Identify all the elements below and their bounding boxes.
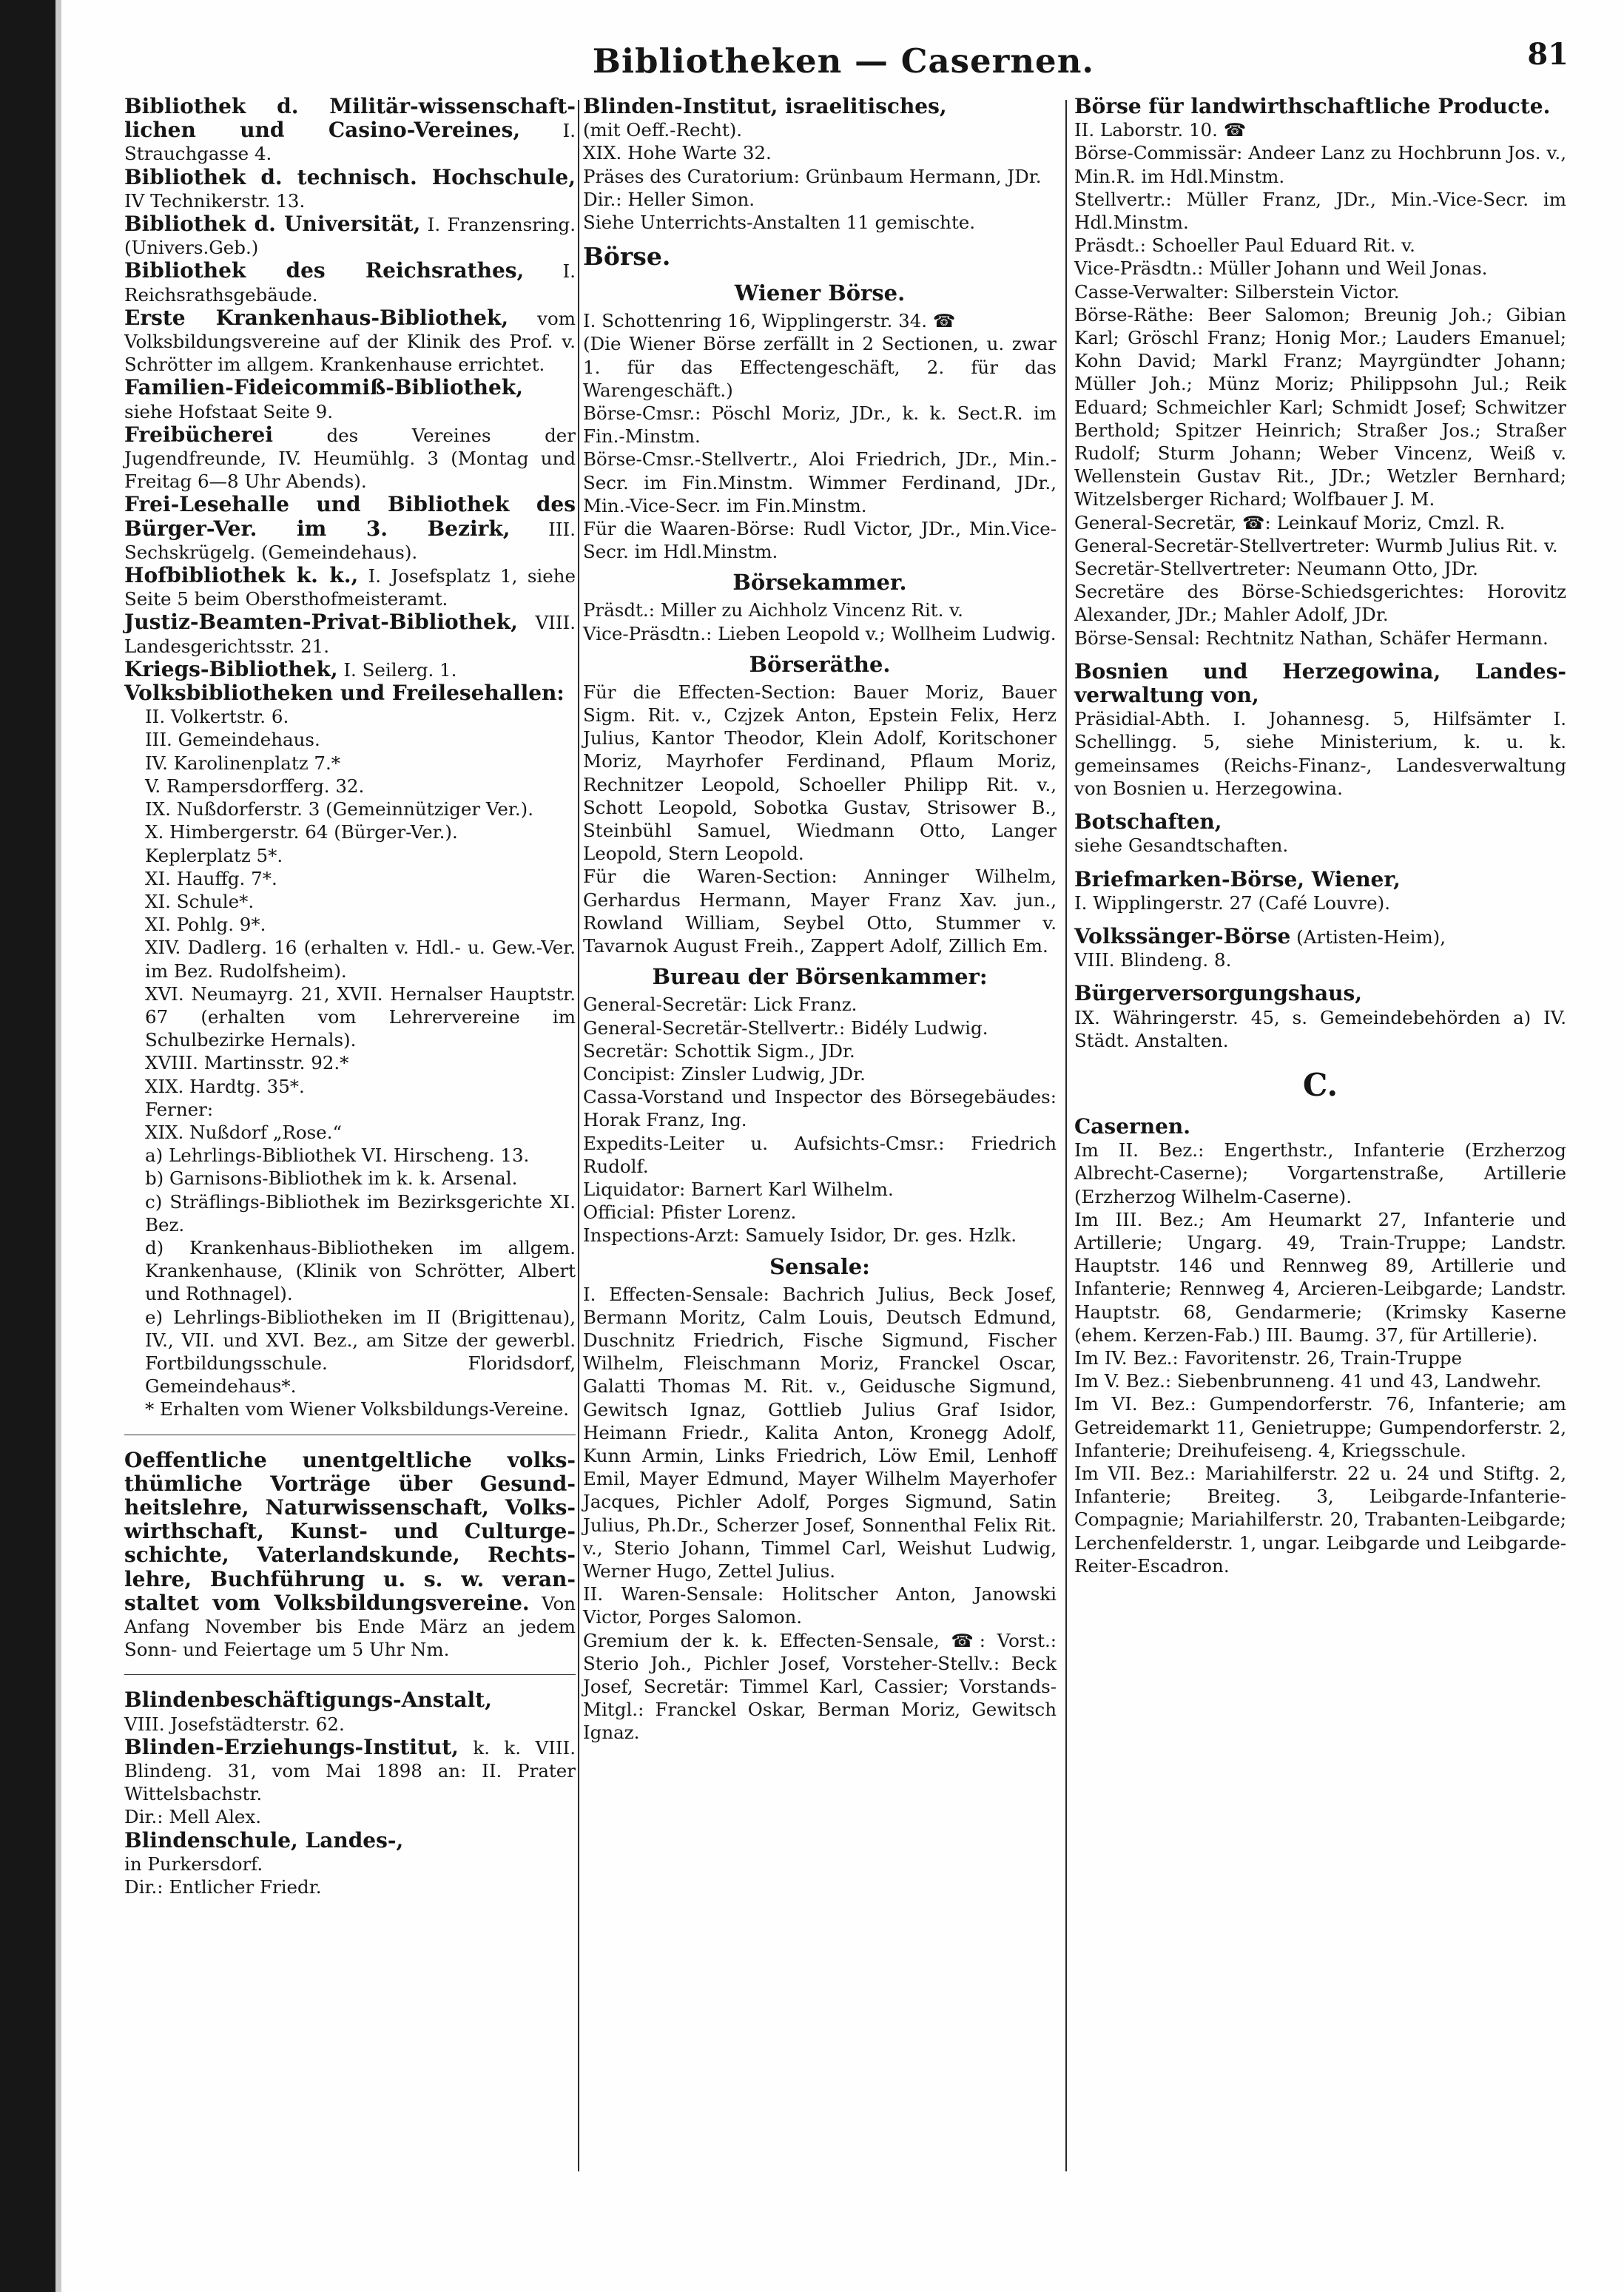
entry-text: Von Anfang November bis Ende März an jedem Sonn- und Feiertage um 5 Uhr Nm. — [124, 1592, 576, 1661]
directory-entry — [124, 658, 576, 681]
directory-entry — [124, 1829, 576, 1899]
directory-entry — [124, 166, 576, 212]
entry-text: des Vereines der Jugendfreunde, IV. Heumühlg. 3 (Montag und Freitag 6—8 Uhr Abends). — [124, 424, 576, 493]
entry-text: Im II. Bez.: Engerthstr., Infanterie (Erzherzog Albrecht-Caserne); Vorgartenstraße, Artillerie (Erzherzog Wilhelm-Caserne). Im III. Bez.; Am Heumarkt 27, Infanterie und Artillerie; Ungarg. 49, Train-Truppe; Landstr. Hauptstr. 146 und Rennweg 89, Artillerie und Infanterie; Rennweg 4, Arcieren-Leibgarde; Landstr. Hauptstr. 68, Gendarmerie; (Krimsky Kaserne (ehem. Kerzen-Fab.) III. Baumg. 37, für Artillerie). Im IV. Bez.: Favoritenstr. 26, Train-Truppe Im V. Bez.: Siebenbrunneng. 41 und 43, Landwehr. Im VI. Bez.: Gumpendorferstr. 76, Infanterie; am Getreidemarkt 11, Genietruppe; Gumpendorferstr. 2, Infanterie; Dreihufeiseng. 4, Kriegsschule. Im VII. Bez.: Mariahilferstr. 22 u. 24 und Stiftg. 2, Infanterie; Breiteg. 3, Leibgarde-Infanterie-Compagnie; Mariahilferstr. 20, Trabanten-Leibgarde; Lerchenfelderstr. 1, ungar. Leibgarde und Leibgarde-Reiter-Escadron. — [1074, 1139, 1566, 1577]
list-item: e) Lehrlings-Bibliotheken im II (Brigittenau), IV., VII. und XVI. Bez., am Sitze der gewerbl. Fortbildungsschule. Floridsdorf, Gemeindehaus*. — [145, 1306, 576, 1398]
entry-text: II. Laborstr. 10. ☎ Börse-Commissär: Andeer Lanz zu Hochbrunn Jos. v., Min.R. im Hdl.Minstm. Stellvertr.: Müller Franz, JDr., Min.-Vice-Secr. im Hdl.Minstm. Präsdt.: Schoeller Paul Eduard Rit. v. Vice-Präsdtn.: Müller Johann und Weil Jonas. Casse-Verwalter: Silberstein Victor. Börse-Räthe: Beer Salomon; Breunig Joh.; Gibian Karl; Gröschl Franz; Honig Mor.; Lauders Emanuel; Kohn David; Markl Franz; Mayrgündter Johann; Müller Joh.; Münz Moriz; Philippsohn Jul.; Reik Eduard; Schmeichler Karl; Schmidt Josef; Schwitzer Berthold; Spitzer Heinrich; Straßer Jos.; Straßer Rudolf; Sturm Johann; Weber Vincenz, Weiß v. Wellenstein Gustav Rit., JDr.; Wetzler Bernhard; Witzelsberger Richard; Wolfbauer J. M. General-Secretär, ☎: Leinkauf Moriz, Cmzl. R. General-Secretär-Stellvertreter: Wurmb Julius Rit. v. Secretär-Stellvertreter: Neumann Otto, JDr. Secretäre des Börse-Schiedsgerichtes: Horovitz Alexander, JDr.; Mahler Adolf, JDr. Börse-Sensal: Rechtnitz Nathan, Schäfer Hermann. — [1074, 119, 1566, 649]
directory-entry — [124, 1688, 576, 1735]
list-item: a) Lehrlings-Bibliothek VI. Hirscheng. 13. — [145, 1145, 530, 1167]
entry-text: III. Sechskrügelg. (Gemeindehaus). — [124, 518, 576, 563]
entry-landw-boerse — [1074, 95, 1566, 650]
entry-heading: Blinden-Institut, israelitisches, — [583, 94, 947, 118]
entry-heading: Volkssänger-Börse — [1074, 923, 1291, 948]
section-boeserathe: Börseräthe. — [749, 651, 891, 677]
list-item: XI. Schule*. — [145, 890, 255, 912]
directory-entry — [124, 306, 576, 377]
section-boersekammer: Börsekammer. — [732, 570, 907, 596]
entry-heading: Familien-Fideicommiß-Bibliothek, — [124, 375, 523, 400]
volksbibliotheken-list — [124, 705, 576, 1398]
entry-blinden-institut — [583, 95, 1057, 234]
entry-heading: Blindenschule, Landes-, — [124, 1827, 404, 1853]
entry-heading: Volksbibliotheken und Freilesehallen: — [124, 681, 565, 706]
entry-heading: Freibücherei — [124, 422, 273, 447]
entry-heading: Bibliothek d. Militär-wissenschaftlichen und Casino-Vereines, — [124, 94, 576, 143]
list-item: III. Gemeindehaus. — [145, 729, 320, 751]
entry-heading: Justiz-Beamten-Privat-Bibliothek, — [124, 610, 518, 635]
section-bureau: Bureau der Börsenkammer: — [652, 964, 988, 990]
entry-text: I. Reichsrathsgebäude. — [124, 260, 576, 306]
list-item: XIV. Dadlerg. 16 (erhalten v. Hdl.- u. Gew.-Ver. im Bez. Rudolfsheim). — [145, 937, 576, 982]
list-item: XVIII. Martinsstr. 92.* — [145, 1052, 349, 1074]
directory-entry — [124, 259, 576, 306]
directory-entry — [124, 95, 576, 166]
sensale-text: I. Effecten-Sensale: Bachrich Julius, Beck Josef, Bermann Moritz, Calm Louis, Deutsch Edmund, Duschnitz Friedrich, Fische Sigmund, Fischer Wilhelm, Fleischmann Moriz, Franckel Oscar, Galatti Thomas M. Rit. v., Geidusche Sigmund, Gewitsch Ignaz, Gottlieb Julius Graf Isidor, Heimann Friedr., Kalita Anton, Kronegg Adolf, Kunn Armin, Links Friedrich, Löw Emil, Lenhoff Emil, Mayer Edmund, Mayer Wilhelm Mayerhofer Jacques, Pichler Adolf, Porges Sigmund, Satin Julius, Ph.Dr., Scherzer Josef, Sonnenthal Felix Rit. v., Sterio Johann, Timmel Carl, Weishut Ludwig, Werner Hugo, Zettel Julius. II. Waren-Sensale: Holitscher Anton, Janowski Victor, Porges Salomon. Gremium der k. k. Effecten-Sensale, ☎: Vorst.: Sterio Joh., Pichler Josef, Vorsteher-Stellv.: Beck Josef, Secretär: Timmel Karl, Cassier; Vorstands-Mitgl.: Franckel Oskar, Berman Moriz, Gewitsch Ignaz. — [583, 1283, 1057, 1744]
column-left — [124, 95, 576, 1898]
list-item: X. Himbergerstr. 64 (Bürger-Ver.). — [145, 821, 458, 843]
list-item: II. Volkertstr. 6. — [145, 706, 289, 728]
list-item: XIX. Nußdorf „Rose.“ — [145, 1121, 342, 1143]
boersekammer-text: Präsdt.: Miller zu Aichholz Vincenz Rit. v. Vice-Präsdtn.: Lieben Leopold v.; Wollheim Ludwig. — [583, 599, 1057, 644]
column-right — [1074, 95, 1566, 1577]
entry-text: I. Wipplingerstr. 27 (Café Louvre). — [1074, 891, 1390, 914]
entry-text: VIII. Josefstädterstr. 62. — [124, 1713, 345, 1735]
directory-entry — [124, 564, 576, 610]
entry-text: I. Seilerg. 1. — [337, 658, 457, 681]
wiener-boerse-text: I. Schottenring 16, Wipplingerstr. 34. ☎ (Die Wiener Börse zerfällt in 2 Sectionen, u. zwar 1. für das Effectengeschäft, 2. für das Warengeschäft.) Börse-Cmsr.: Pöschl Moriz, JDr., k. k. Sect.R. im Fin.-Minstm. Börse-Cmsr.-Stellvertr., Aloi Friedrich, JDr., Min.-Secr. im Fin.Minstm. Wimmer Ferdinand, JDr., Min.-Vice-Secr. im Fin.Minstm. Für die Waaren-Börse: Rudl Victor, JDr., Min.Vice-Secr. im Hdl.Minstm. — [583, 310, 1057, 563]
section-wiener-boerse: Wiener Börse. — [734, 280, 906, 306]
entry-volkssaenger — [1074, 925, 1566, 971]
lectures-entry — [124, 1449, 576, 1662]
entry-heading: Blinden-Erziehungs-Institut, — [124, 1734, 459, 1759]
entry-heading: Kriegs-Bibliothek, — [124, 656, 338, 681]
entry-casernen — [1074, 1115, 1566, 1577]
entry-text: IV Technikerstr. 13. — [124, 189, 306, 212]
page-number: 81 — [1527, 37, 1569, 72]
entry-text: Präsidial-Abth. I. Johannesg. 5, Hilfsämter I. Schellingg. 5, siehe Ministerium, k. u. k. gemeinsames (Reichs-Finanz-, Landesverwaltung von Bosnien u. Herzegowina. — [1074, 708, 1566, 799]
entry-bosnien — [1074, 660, 1566, 800]
page-gutter — [55, 0, 61, 2292]
list-item: V. Rampersdorfferg. 32. — [145, 775, 365, 797]
list-item: XIX. Hardtg. 35*. — [145, 1075, 305, 1097]
column-rule-2 — [1065, 100, 1067, 2171]
entry-text: I. Franzensring. (Univers.Geb.) — [124, 214, 576, 259]
column-rule-1 — [578, 100, 579, 2171]
entry-heading: Erste Krankenhaus-Bibliothek, — [124, 305, 509, 330]
list-item: d) Krankenhaus-Bibliotheken im allgem. Krankenhause, (Klinik von Schrötter, Albert und Rothnagel). — [145, 1236, 576, 1305]
entry-text: in Purkersdorf. Dir.: Entlicher Friedr. — [124, 1853, 322, 1898]
directory-entry — [124, 493, 576, 564]
entry-heading: Botschaften, — [1074, 809, 1222, 835]
entry-text: vom Volksbildungsvereine auf der Klinik des Prof. v. Schrötter im allgem. Krankenhause errichtet. — [124, 307, 576, 376]
section-boerse: Börse. — [583, 242, 671, 272]
page-title: Bibliotheken — Casernen. — [592, 41, 1095, 81]
entry-heading: Bibliothek des Reichsrathes, — [124, 258, 525, 283]
entry-heading: Frei-Lesehalle und Bibliothek des Bürger-Ver. im 3. Bezirk, — [124, 492, 576, 541]
blind-institutions — [124, 1688, 576, 1898]
entry-heading: Bürgerversorgungshaus, — [1074, 981, 1362, 1006]
entry-heading: Bibliothek d. technisch. Hochschule, — [124, 164, 576, 189]
list-item: c) Sträflings-Bibliothek im Bezirksgerichte XI. Bez. — [145, 1190, 576, 1236]
page-header — [118, 37, 1569, 89]
section-letter: C. — [1302, 1066, 1338, 1103]
entry-heading: Oeffentliche unentgeltliche volksthümliche Vorträge über Gesundheitslehre, Naturwissenschaft, Volkswirthschaft, Kunst- und Culturgeschichte, Vaterlandskunde, Rechtslehre, Buchführung u. s. w. veranstaltet vom Volksbildungsvereine. — [124, 1447, 576, 1615]
boeserathe-text: Für die Effecten-Section: Bauer Moriz, Bauer Sigm. Rit. v., Czjzek Anton, Epstein Felix, Herz Julius, Kantor Theodor, Klein Adolf, Koritschoner Moriz, Mayrhofer Ferdinand, Pflaum Moriz, Rechnitzer Leopold, Schoeller Philipp Rit. v., Schott Leopold, Sobotka Gustav, Strisower B., Steinbühl Samuel, Wiedmann Otto, Langer Leopold, Stern Leopold. Für die Waren-Section: Anninger Wilhelm, Gerhardus Hermann, Mayer Franz Xav. jun., Rowland William, Seybel Otto, Stummer v. Tavarnok August Freih., Zappert Adolf, Zillich Em. — [583, 681, 1057, 957]
entry-text: siehe Hofstaat Seite 9. — [124, 400, 334, 422]
entry-heading: Hofbibliothek k. k., — [124, 563, 359, 588]
entry-text: k. k. VIII. Blindeng. 31, vom Mai 1898 an: II. Prater Wittelsbachstr. Dir.: Mell Alex. — [124, 1736, 576, 1828]
entry-heading: Blindenbeschäftigungs-Anstalt, — [124, 1688, 492, 1713]
directory-entry — [124, 1736, 576, 1829]
entry-heading: Bosnien und Herzegowina, Landesverwaltung von, — [1074, 658, 1566, 708]
column-middle — [583, 95, 1057, 1745]
entry-text: (mit Oeff.-Recht). XIX. Hohe Warte 32. Präses des Curatorium: Grünbaum Hermann, JDr. Dir.: Heller Simon. Siehe Unterrichts-Anstalten 11 gemischte. — [583, 119, 1042, 234]
list-item: Ferner: — [145, 1098, 214, 1120]
list-item: b) Garnisons-Bibliothek im k. k. Arsenal. — [145, 1167, 518, 1190]
divider — [124, 1674, 576, 1675]
book-spine-edge — [0, 0, 55, 2292]
directory-entry — [124, 212, 576, 259]
entry-text: I. Josefsplatz 1, siehe Seite 5 beim Obersthofmeisteramt. — [124, 565, 576, 610]
list-item: XVI. Neumayrg. 21, XVII. Hernalser Hauptstr. 67 (erhalten vom Lehrervereine im Schulbezirke Hernals). — [145, 982, 576, 1051]
footnote: * Erhalten vom Wiener Volksbildungs-Vereine. — [145, 1398, 570, 1420]
directory-entry — [124, 423, 576, 493]
directory-entry — [124, 610, 576, 657]
library-entries — [124, 95, 576, 705]
list-item: IX. Nußdorferstr. 3 (Gemeinnütziger Ver.). — [145, 798, 533, 820]
entry-text: VIII. Landesgerichtsstr. 21. — [124, 612, 576, 657]
entry-text: I. Strauchgasse 4. — [124, 120, 576, 165]
list-item: XI. Hauffg. 7*. — [145, 867, 277, 889]
entry-heading: Bibliothek d. Universität, — [124, 212, 421, 237]
entry-heading: Börse für landwirthschaftliche Producte. — [1074, 94, 1551, 118]
entry-heading: Briefmarken-Börse, Wiener, — [1074, 866, 1401, 891]
list-item: IV. Karolinenplatz 7.* — [145, 752, 341, 774]
bureau-text: General-Secretär: Lick Franz. General-Secretär-Stellvertr.: Bidély Ludwig. Secretär: Schottik Sigm., JDr. Concipist: Zinsler Ludwig, JDr. Cassa-Vorstand und Inspector des Börsegebäudes: Horak Franz, Ing. Expedits-Leiter u. Aufsichts-Cmsr.: Friedrich Rudolf. Liquidator: Barnert Karl Wilhelm. Official: Pfister Lorenz. Inspections-Arzt: Samuely Isidor, Dr. ges. Hzlk. — [583, 994, 1057, 1247]
entry-buergerversorgung — [1074, 982, 1566, 1052]
entry-text: siehe Gesandtschaften. — [1074, 835, 1289, 857]
list-item: XI. Pohlg. 9*. — [145, 914, 266, 936]
list-item: Keplerplatz 5*. — [145, 844, 283, 866]
directory-entry — [124, 681, 576, 705]
entry-briefmarken — [1074, 868, 1566, 914]
entry-text: (Artisten-Heim), VIII. Blindeng. 8. — [1074, 926, 1446, 971]
section-sensale: Sensale: — [769, 1253, 870, 1279]
entry-heading: Casernen. — [1074, 1113, 1191, 1139]
entry-botschaften — [1074, 810, 1566, 857]
directory-entry — [124, 376, 576, 422]
entry-text: IX. Währingerstr. 45, s. Gemeindebehörden a) IV. Städt. Anstalten. — [1074, 1006, 1566, 1051]
